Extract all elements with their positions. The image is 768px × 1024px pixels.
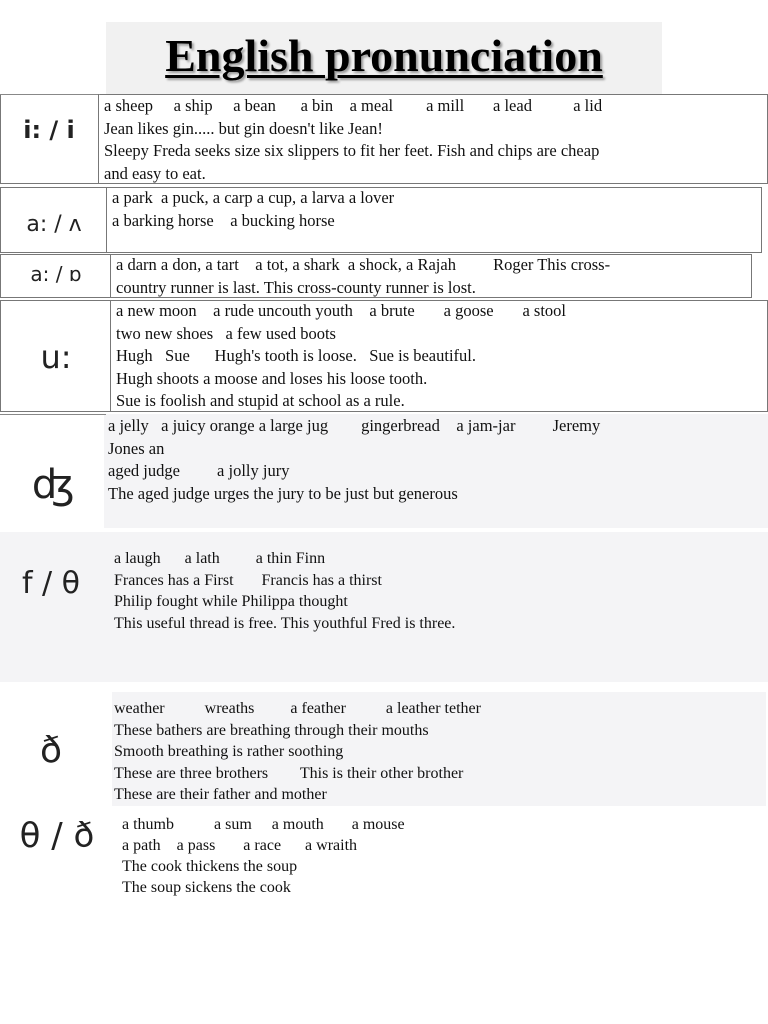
example-line: two new shoes a few used boots bbox=[116, 323, 336, 343]
example-line: This useful thread is free. This youthful Fred is three. bbox=[114, 614, 456, 632]
example-line: weather wreaths a feather a leather tether bbox=[114, 700, 481, 717]
example-line: Jones an bbox=[108, 438, 165, 458]
example-line: Hugh Sue Hugh's tooth is loose. Sue is beautiful. bbox=[116, 346, 477, 365]
example-lines bbox=[104, 95, 602, 185]
example-line: a darn a don, a tart a tot, a shark a shock, a Rajah Roger This cross- bbox=[116, 255, 611, 274]
section-border-left bbox=[106, 187, 107, 253]
example-line: country runner is last. This cross-county runner is lost. bbox=[116, 277, 476, 297]
example-line: The aged judge urges the jury to be just but generous bbox=[108, 483, 458, 503]
phoneme-symbol-eth: ð bbox=[39, 730, 63, 771]
section-border-left bbox=[110, 300, 111, 412]
example-line: Sleepy Freda seeks size six slippers to fit her feet. Fish and chips are cheap bbox=[104, 141, 600, 160]
example-line: These bathers are breathing through their mouths bbox=[114, 721, 429, 739]
example-line: These are three brothers This is their other brother bbox=[114, 764, 464, 782]
example-line: and easy to eat. bbox=[104, 163, 206, 183]
example-line: Philip fought while Philippa thought bbox=[114, 593, 348, 610]
example-line: Sue is foolish and stupid at school as a rule. bbox=[116, 391, 405, 410]
section-divider bbox=[0, 94, 100, 95]
example-line: The cook thickens the soup bbox=[122, 858, 298, 875]
example-line: a jelly a juicy orange a large jug gingerbread a jam-jar Jeremy bbox=[108, 416, 601, 435]
example-line: a thumb a sum a mouth a mouse bbox=[122, 816, 405, 833]
example-line: a sheep a ship a bean a bin a meal a mill a lead a lid bbox=[104, 96, 603, 115]
example-line: Smooth breathing is rather soothing bbox=[114, 743, 344, 760]
example-line: a barking horse a bucking horse bbox=[112, 210, 335, 230]
example-line: aged judge a jolly jury bbox=[108, 461, 290, 480]
example-line: a new moon a rude uncouth youth a brute a goose a stool bbox=[116, 301, 566, 320]
phoneme-symbol-theta-eth: θ / ð bbox=[19, 816, 95, 856]
example-line: a path a pass a race a wraith bbox=[122, 837, 358, 854]
phoneme-symbol-u-long: u: bbox=[40, 338, 72, 376]
example-lines bbox=[116, 254, 610, 299]
example-lines bbox=[116, 300, 566, 413]
phoneme-symbol-dzh: ʤ bbox=[31, 462, 75, 508]
example-lines bbox=[114, 548, 455, 634]
example-lines bbox=[112, 187, 394, 232]
example-line: The soup sickens the cook bbox=[122, 879, 291, 896]
page-title: English pronunciation bbox=[165, 30, 603, 81]
phoneme-symbol-f-theta: f / θ bbox=[21, 566, 81, 601]
example-line: Frances has a First Francis has a thirst bbox=[114, 571, 382, 589]
example-line: These are their father and mother bbox=[114, 786, 327, 803]
section-border-left bbox=[98, 94, 99, 184]
phoneme-symbol-i: i: / i bbox=[23, 116, 75, 144]
phoneme-symbol-a-wedge: a: / ʌ bbox=[26, 212, 82, 237]
example-lines bbox=[114, 698, 481, 806]
phoneme-symbol-a-open-o: a: / ɒ bbox=[30, 262, 82, 286]
example-line: a laugh a lath a thin Finn bbox=[114, 550, 326, 567]
example-lines bbox=[108, 415, 748, 505]
example-line: a park a puck, a carp a cup, a larva a lover bbox=[112, 188, 395, 207]
section-divider bbox=[0, 414, 106, 415]
example-line: Jean likes gin..... but gin doesn't like Jean! bbox=[104, 118, 383, 138]
example-lines bbox=[122, 814, 405, 898]
section-border-left bbox=[110, 254, 111, 298]
example-line: Hugh shoots a moose and loses his loose tooth. bbox=[116, 368, 428, 388]
